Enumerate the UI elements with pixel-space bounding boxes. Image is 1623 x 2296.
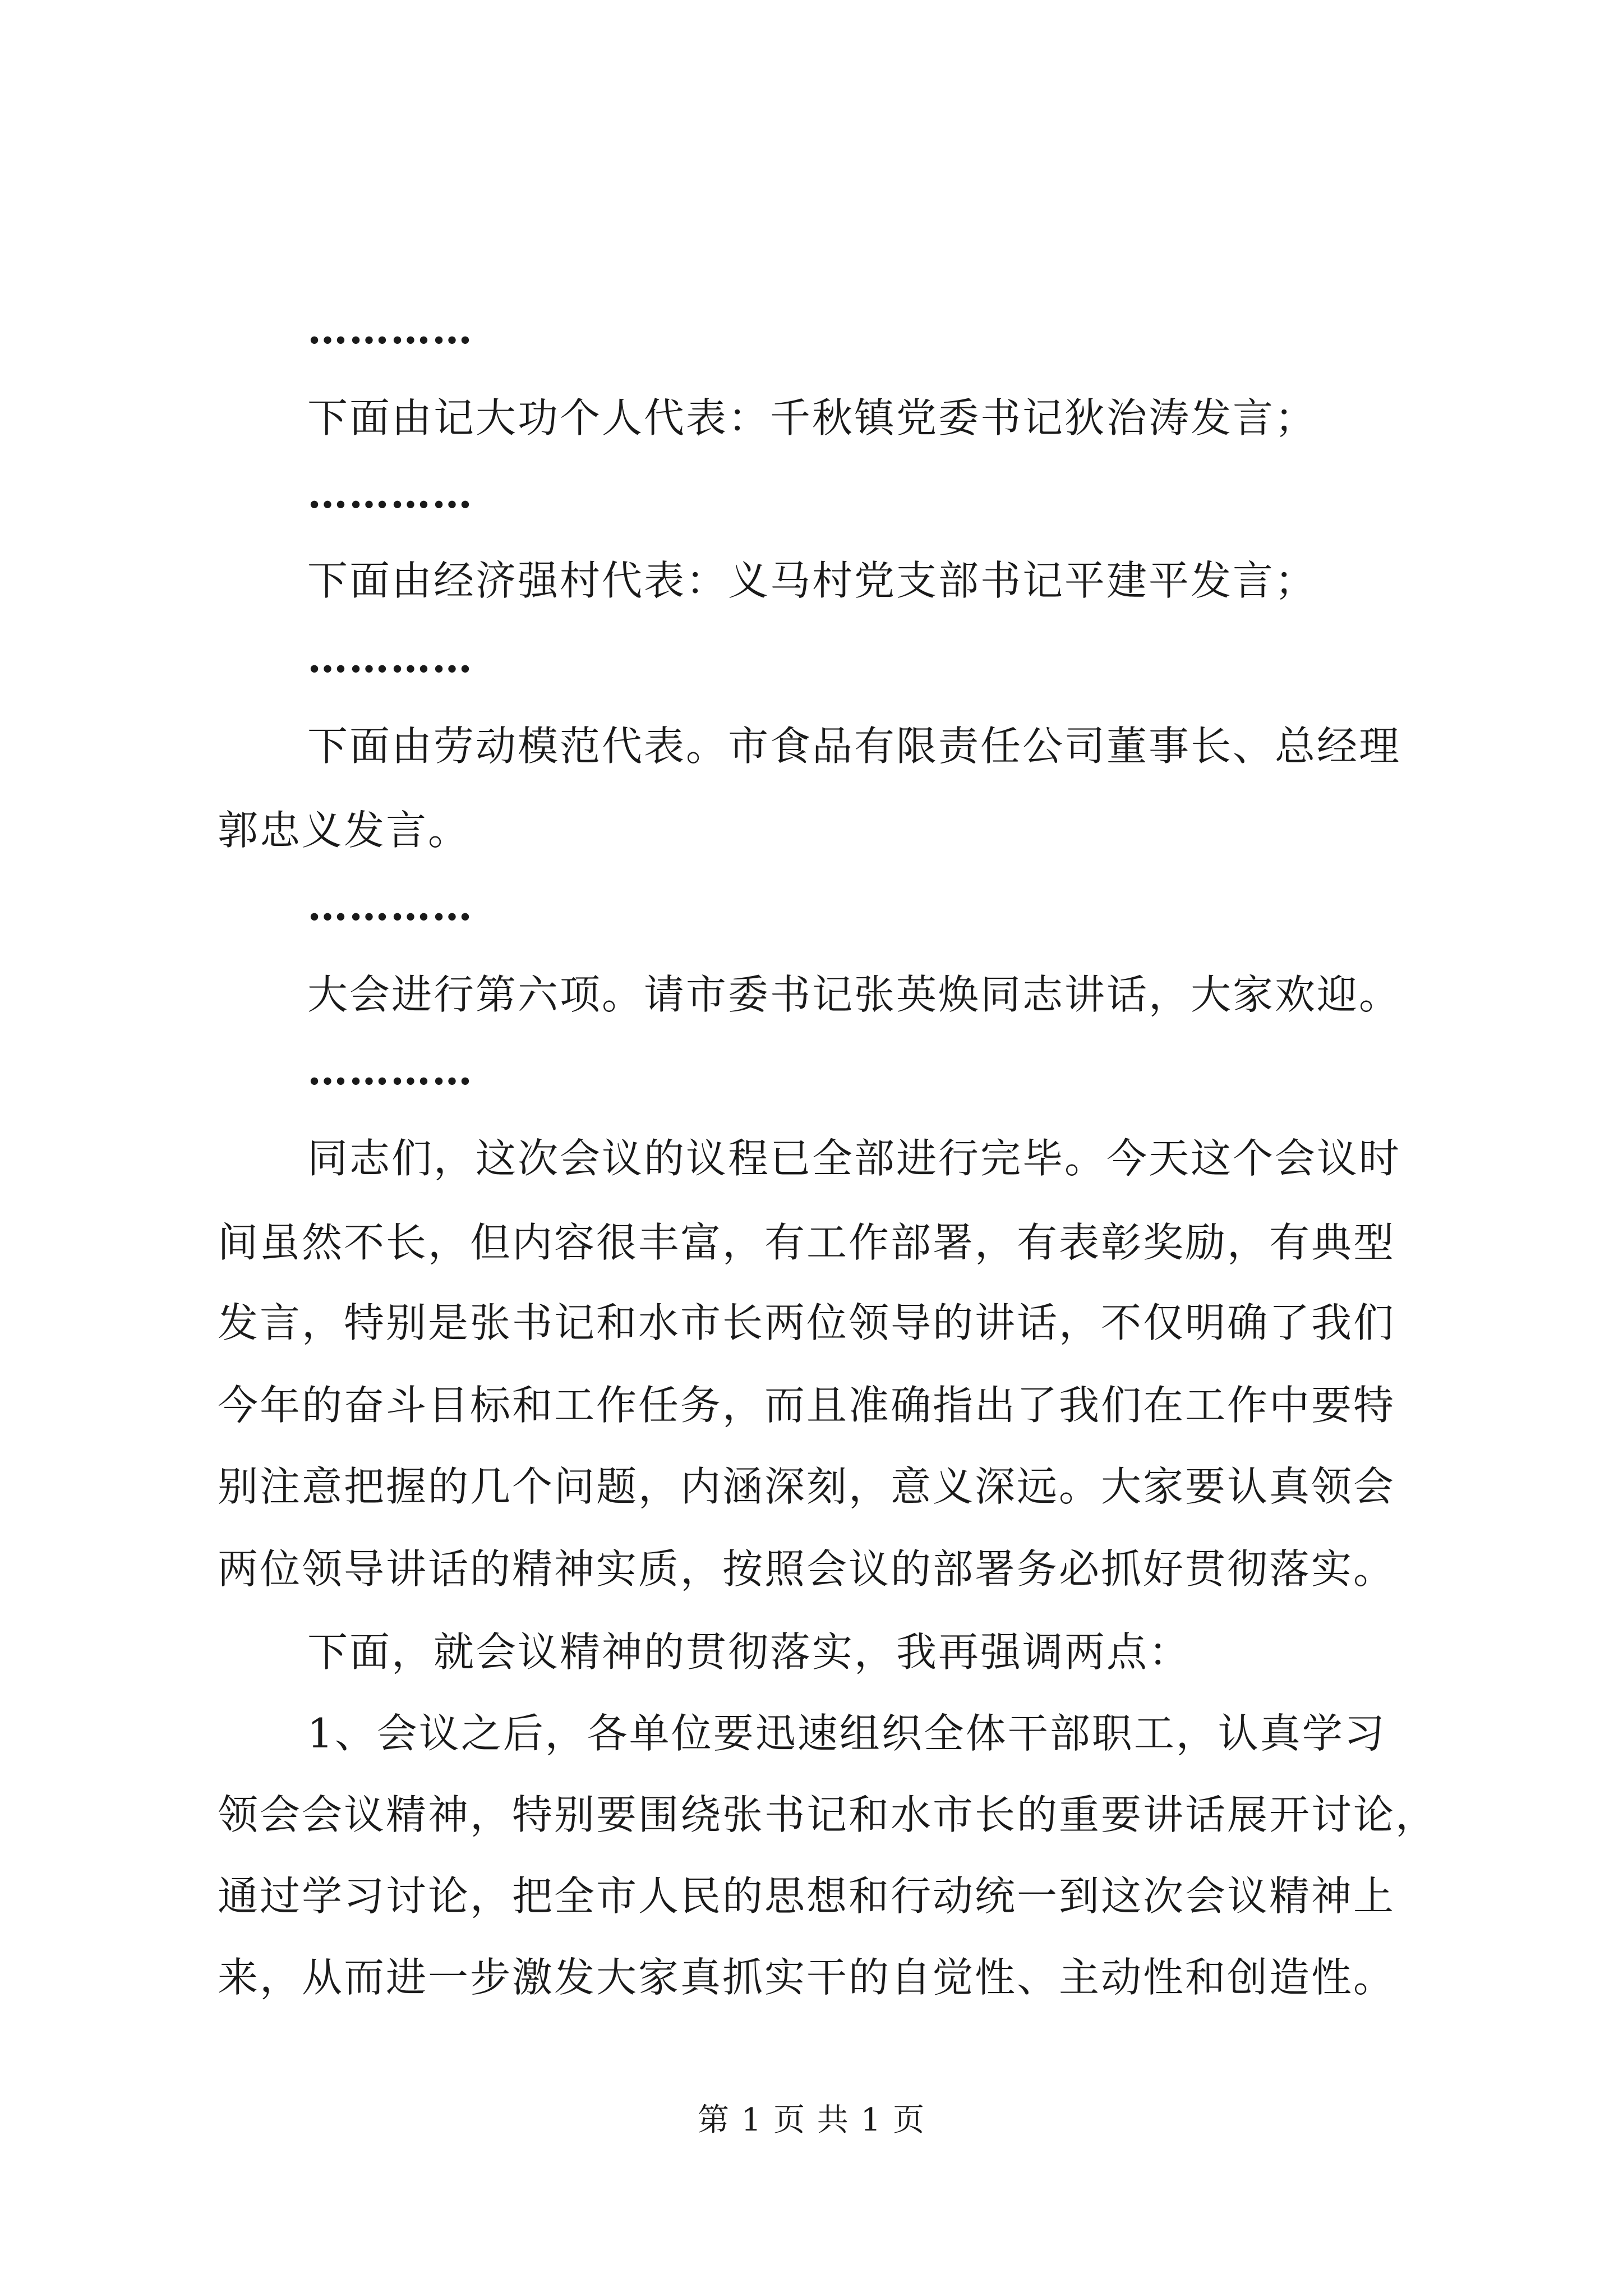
text-line-14: 领会会议精神，特别要围绕张书记和水市长的重要讲话展开讨论， bbox=[218, 1791, 1438, 1838]
text-line-6: 同志们，这次会议的议程已全部进行完毕。今天这个会议时 bbox=[307, 1135, 1401, 1182]
ellipsis-5: ………… bbox=[307, 1046, 473, 1094]
text-line-16: 来，从而进一步激发大家真抓实干的自觉性、主动性和创造性。 bbox=[218, 1954, 1396, 2001]
text-line-7: 间虽然不长，但内容很丰富，有工作部署，有表彰奖励，有典型 bbox=[218, 1219, 1396, 1266]
ellipsis-1: ………… bbox=[307, 305, 473, 353]
text-line-12: 下面，就会议精神的贯彻落实，我再强调两点： bbox=[307, 1628, 1191, 1676]
page-footer: 第 1 页 共 1 页 bbox=[697, 2102, 926, 2138]
text-line-4: 郭忠义发言。 bbox=[218, 807, 471, 854]
ellipsis-2: ………… bbox=[307, 470, 473, 517]
text-line-15: 通过学习讨论，把全市人民的思想和行动统一到这次会议精神上 bbox=[218, 1872, 1396, 1920]
text-line-1: 下面由记大功个人代表：千秋镇党委书记狄治涛发言； bbox=[307, 394, 1317, 441]
text-line-5: 大会进行第六项。请市委书记张英焕同志讲话，大家欢迎。 bbox=[307, 971, 1401, 1018]
text-line-10: 别注意把握的几个问题，内涵深刻，意义深远。大家要认真领会 bbox=[218, 1463, 1396, 1510]
ellipsis-4: ………… bbox=[307, 882, 473, 930]
text-line-9: 今年的奋斗目标和工作任务，而且准确指出了我们在工作中要特 bbox=[218, 1382, 1396, 1429]
text-line-13: 1、会议之后，各单位要迅速组织全体干部职工，认真学习 bbox=[307, 1710, 1386, 1757]
text-line-2: 下面由经济强村代表：义马村党支部书记平建平发言； bbox=[307, 557, 1317, 604]
text-line-11: 两位领导讲话的精神实质，按照会议的部署务必抓好贯彻落实。 bbox=[218, 1545, 1396, 1593]
ellipsis-3: ………… bbox=[307, 634, 473, 682]
text-line-3: 下面由劳动模范代表。市食品有限责任公司董事长、总经理 bbox=[307, 723, 1401, 770]
text-line-8: 发言，特别是张书记和水市长两位领导的讲话，不仅明确了我们 bbox=[218, 1299, 1396, 1346]
